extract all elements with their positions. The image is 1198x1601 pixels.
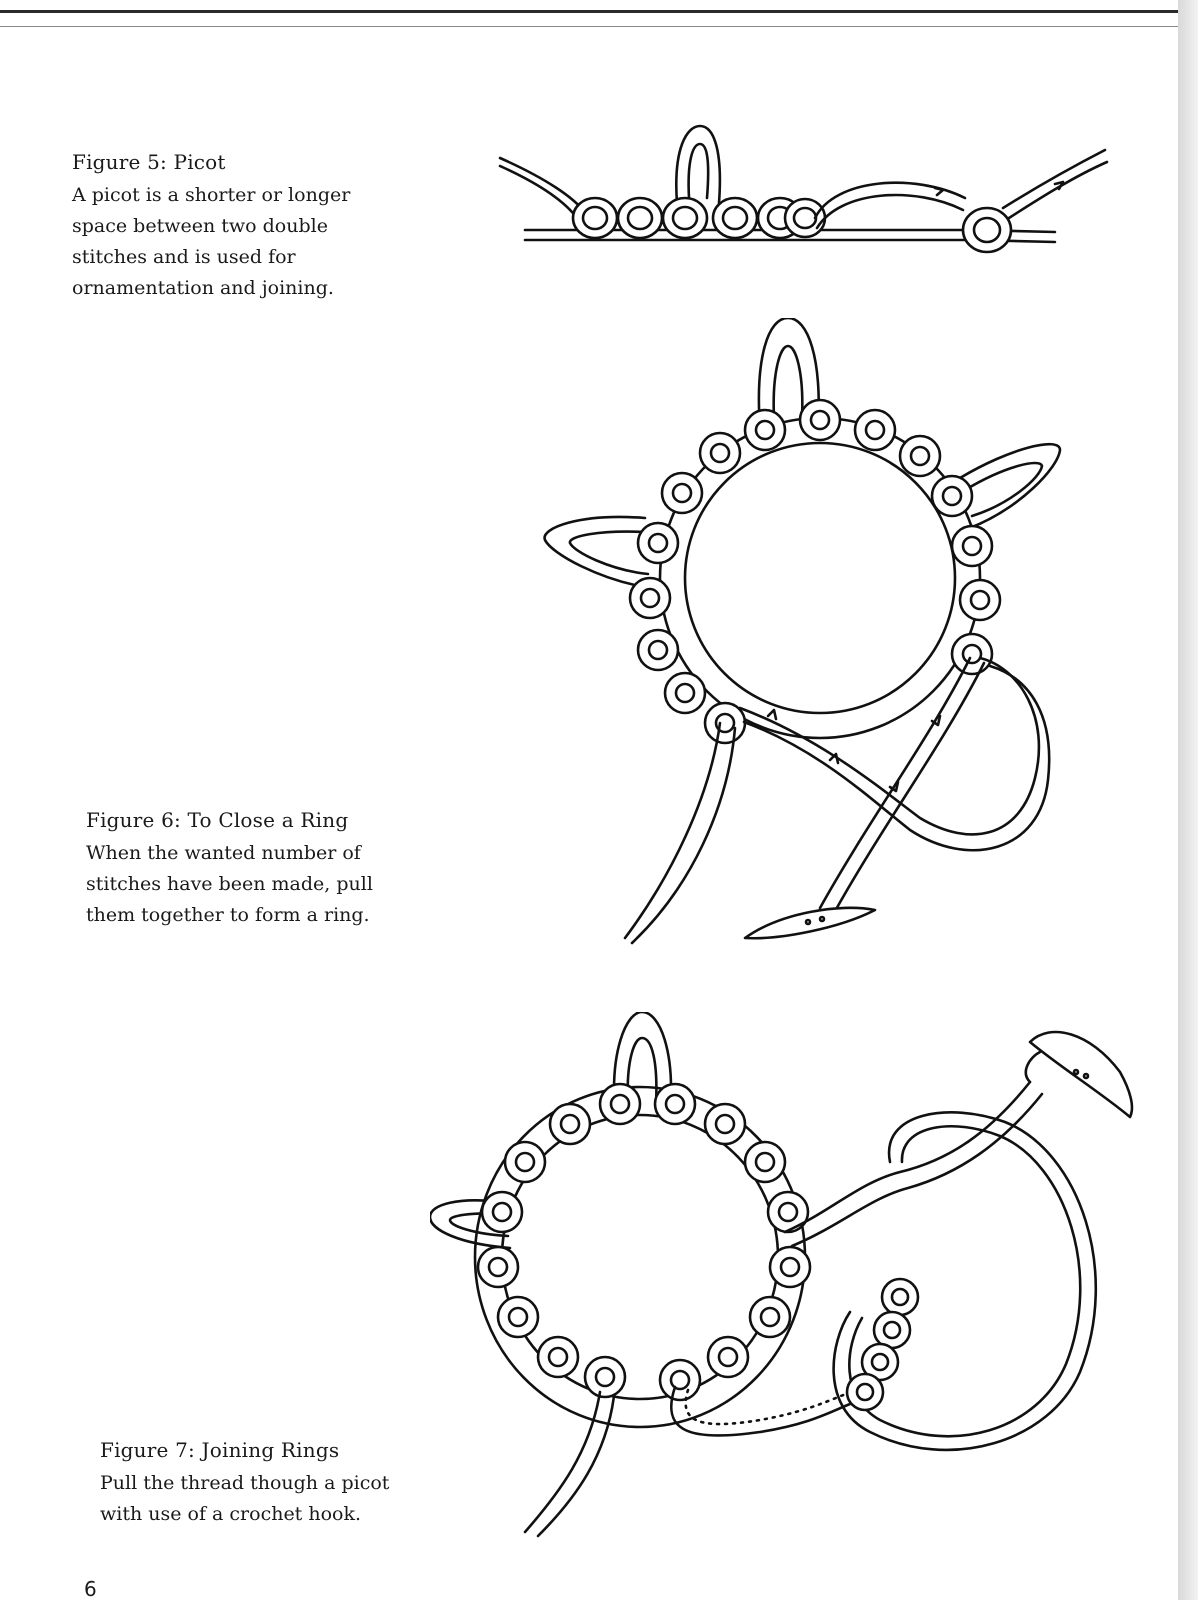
figure-6-illustration <box>540 318 1100 958</box>
page-edge <box>1178 0 1198 1600</box>
top-rule <box>0 10 1178 13</box>
picot-stitch-illustration <box>495 118 1125 288</box>
figure-7-text: Pull the thread though a picot with use of a crochet hook. <box>100 1472 390 1525</box>
joining-rings-illustration <box>430 1012 1150 1552</box>
figure-7-title: Figure 7: Joining Rings <box>100 1438 340 1462</box>
figure-6-caption <box>86 808 396 931</box>
figure-7-illustration <box>430 1012 1150 1552</box>
figure-6-text: When the wanted number of stitches have been made, pull them together to form a ring. <box>86 842 373 926</box>
figure-5-text: A picot is a shorter or longer space between two double stitches and is used for ornamentation and joining. <box>72 184 351 299</box>
top-rule-thin <box>0 26 1178 27</box>
figure-5-illustration <box>495 118 1125 288</box>
close-ring-illustration <box>540 318 1100 958</box>
figure-6-title: Figure 6: To Close a Ring <box>86 808 349 832</box>
figure-7-caption <box>100 1438 410 1530</box>
page-number: 6 <box>84 1577 97 1601</box>
figure-5-caption <box>72 150 407 304</box>
figure-5-title: Figure 5: Picot <box>72 150 226 174</box>
